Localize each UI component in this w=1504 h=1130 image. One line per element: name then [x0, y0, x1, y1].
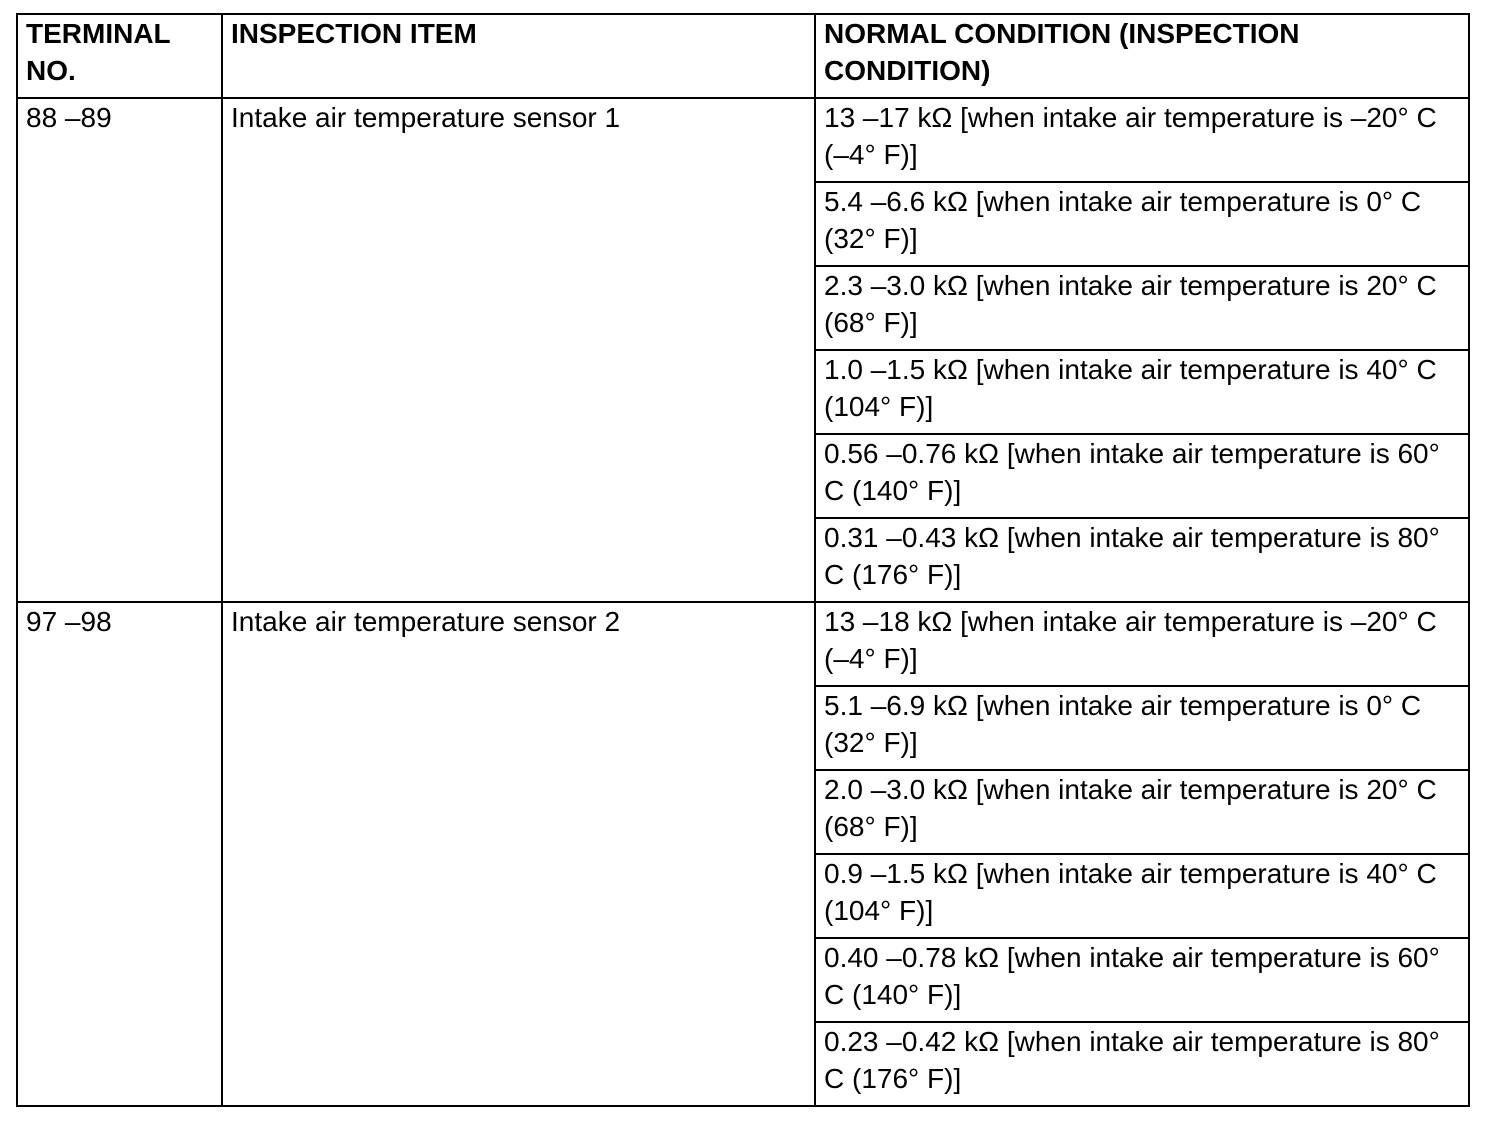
- inspection-table: [16, 13, 1470, 1107]
- normal-condition-cell: 0.31 –0.43 kΩ [when intake air temperature is 80° C (176° F)]: [815, 518, 1469, 602]
- normal-condition-cell: 0.40 –0.78 kΩ [when intake air temperature is 60° C (140° F)]: [815, 938, 1469, 1022]
- terminal-no-cell: 88 –89: [17, 98, 222, 602]
- normal-condition-cell: 2.0 –3.0 kΩ [when intake air temperature is 20° C (68° F)]: [815, 770, 1469, 854]
- table-row: [17, 602, 1469, 686]
- normal-condition-cell: 13 –18 kΩ [when intake air temperature is –20° C (–4° F)]: [815, 602, 1469, 686]
- inspection-item-cell: Intake air temperature sensor 2: [222, 602, 815, 1106]
- table-row: [17, 98, 1469, 182]
- normal-condition-cell: 2.3 –3.0 kΩ [when intake air temperature is 20° C (68° F)]: [815, 266, 1469, 350]
- header-inspection-item: INSPECTION ITEM: [222, 14, 815, 98]
- normal-condition-cell: 0.56 –0.76 kΩ [when intake air temperature is 60° C (140° F)]: [815, 434, 1469, 518]
- header-row: [17, 14, 1469, 98]
- normal-condition-cell: 13 –17 kΩ [when intake air temperature is –20° C (–4° F)]: [815, 98, 1469, 182]
- header-normal-condition: NORMAL CONDITION (INSPECTION CONDITION): [815, 14, 1469, 98]
- normal-condition-cell: 1.0 –1.5 kΩ [when intake air temperature is 40° C (104° F)]: [815, 350, 1469, 434]
- terminal-no-cell: 97 –98: [17, 602, 222, 1106]
- header-terminal-no: TERMINAL NO.: [17, 14, 222, 98]
- normal-condition-cell: 5.4 –6.6 kΩ [when intake air temperature is 0° C (32° F)]: [815, 182, 1469, 266]
- inspection-item-cell: Intake air temperature sensor 1: [222, 98, 815, 602]
- normal-condition-cell: 0.23 –0.42 kΩ [when intake air temperature is 80° C (176° F)]: [815, 1022, 1469, 1106]
- normal-condition-cell: 0.9 –1.5 kΩ [when intake air temperature is 40° C (104° F)]: [815, 854, 1469, 938]
- normal-condition-cell: 5.1 –6.9 kΩ [when intake air temperature is 0° C (32° F)]: [815, 686, 1469, 770]
